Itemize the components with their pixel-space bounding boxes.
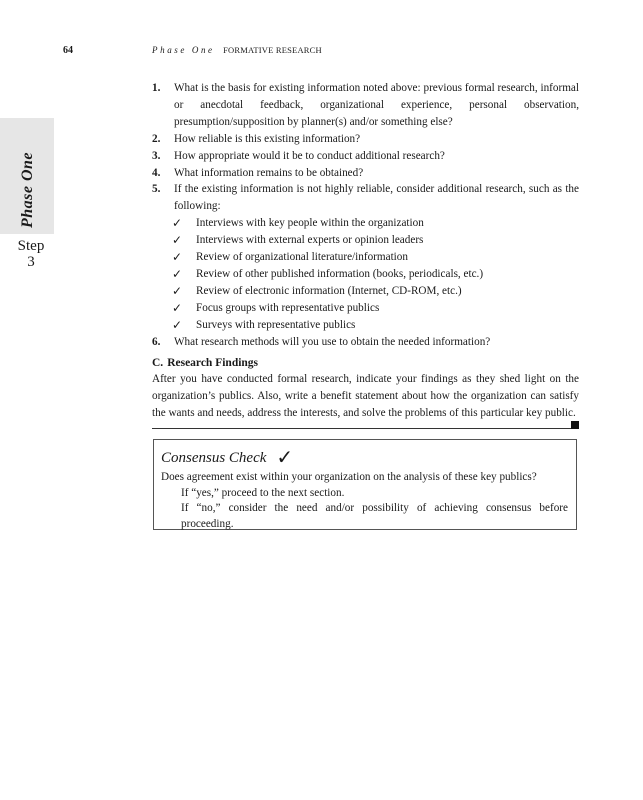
question-item bbox=[152, 165, 579, 182]
checklist-item-text: Interviews with external experts or opinion leaders bbox=[196, 234, 424, 247]
question-number: 4. bbox=[152, 166, 161, 179]
running-head bbox=[152, 45, 322, 55]
page-number: 64 bbox=[63, 45, 73, 56]
question-item bbox=[152, 181, 579, 215]
check-icon: ✓ bbox=[172, 283, 183, 298]
question-number: 2. bbox=[152, 132, 161, 145]
consensus-title bbox=[161, 446, 568, 468]
question-text: What is the basis for existing information noted above: previous formal research, informal or anecdotal feedback, organizational experience, personal observation, presumption/supposition by planner(s) and/or something else? bbox=[174, 82, 579, 128]
check-icon: ✓ bbox=[172, 250, 183, 265]
checklist-item bbox=[152, 283, 579, 300]
checklist-item bbox=[152, 215, 579, 232]
question-text: How appropriate would it be to conduct additional research? bbox=[174, 149, 445, 162]
step-number: 3 bbox=[27, 254, 35, 270]
checklist-item bbox=[152, 300, 579, 317]
checklist-item-text: Review of electronic information (Internet, CD-ROM, etc.) bbox=[196, 284, 462, 297]
checklist-item-text: Focus groups with representative publics bbox=[196, 301, 380, 314]
step-label bbox=[14, 238, 48, 270]
check-icon: ✓ bbox=[276, 447, 294, 469]
checklist-item bbox=[152, 266, 579, 283]
findings-paragraph: After you have conducted formal research, indicate your findings as they shed light on the organization’s publics. Also, write a benefit statement about how the organization can satisfy the wants and needs, address the interests, and solve the problems of this particular key public. bbox=[152, 373, 579, 420]
consensus-question: Does agreement exist within your organization on the analysis of these key publics? bbox=[161, 471, 537, 483]
question-number: 5. bbox=[152, 183, 161, 196]
checklist-item bbox=[152, 249, 579, 266]
consensus-yes: If “yes,” proceed to the next section. bbox=[181, 486, 345, 499]
check-icon: ✓ bbox=[172, 317, 183, 332]
checklist-item bbox=[152, 317, 579, 334]
question-item bbox=[152, 80, 579, 131]
checklist-item-text: Surveys with representative publics bbox=[196, 318, 356, 331]
checklist-item-text: Review of other published information (books, periodicals, etc.) bbox=[196, 267, 484, 280]
checklist-item bbox=[152, 232, 579, 249]
check-icon: ✓ bbox=[172, 233, 183, 248]
findings-letter: C. bbox=[152, 356, 164, 369]
consensus-check-box bbox=[153, 439, 577, 530]
question-text: What information remains to be obtained? bbox=[174, 166, 364, 179]
check-icon: ✓ bbox=[172, 266, 183, 281]
end-mark-icon bbox=[571, 421, 579, 429]
findings-title: Research Findings bbox=[167, 356, 259, 369]
question-item bbox=[152, 131, 579, 148]
question-item bbox=[152, 148, 579, 165]
main-content bbox=[152, 80, 579, 429]
section-divider bbox=[152, 424, 579, 429]
question-number: 3. bbox=[152, 149, 161, 162]
question-text: If the existing information is not highly reliable, consider additional research, such as the following: bbox=[174, 183, 579, 213]
research-checklist bbox=[152, 215, 579, 333]
consensus-no: If “no,” consider the need and/or possibility of achieving consensus before proceeding. bbox=[181, 502, 568, 530]
consensus-title-text: Consensus Check bbox=[161, 450, 267, 466]
question-number: 1. bbox=[152, 82, 161, 94]
check-icon: ✓ bbox=[172, 300, 183, 315]
running-head-section: FORMATIVE RESEARCH bbox=[223, 45, 322, 55]
check-icon: ✓ bbox=[172, 216, 183, 231]
checklist-item-text: Interviews with key people within the organization bbox=[196, 217, 424, 230]
side-tab-phase: Phase One bbox=[19, 151, 36, 229]
running-head-phase: Phase One bbox=[152, 45, 215, 55]
question-text: How reliable is this existing information? bbox=[174, 132, 361, 145]
question-text: What research methods will you use to obtain the needed information? bbox=[174, 335, 491, 348]
question-item bbox=[152, 334, 579, 351]
findings-heading bbox=[152, 355, 579, 372]
question-number: 6. bbox=[152, 335, 161, 348]
checklist-item-text: Review of organizational literature/information bbox=[196, 251, 408, 264]
step-word: Step bbox=[17, 238, 45, 254]
